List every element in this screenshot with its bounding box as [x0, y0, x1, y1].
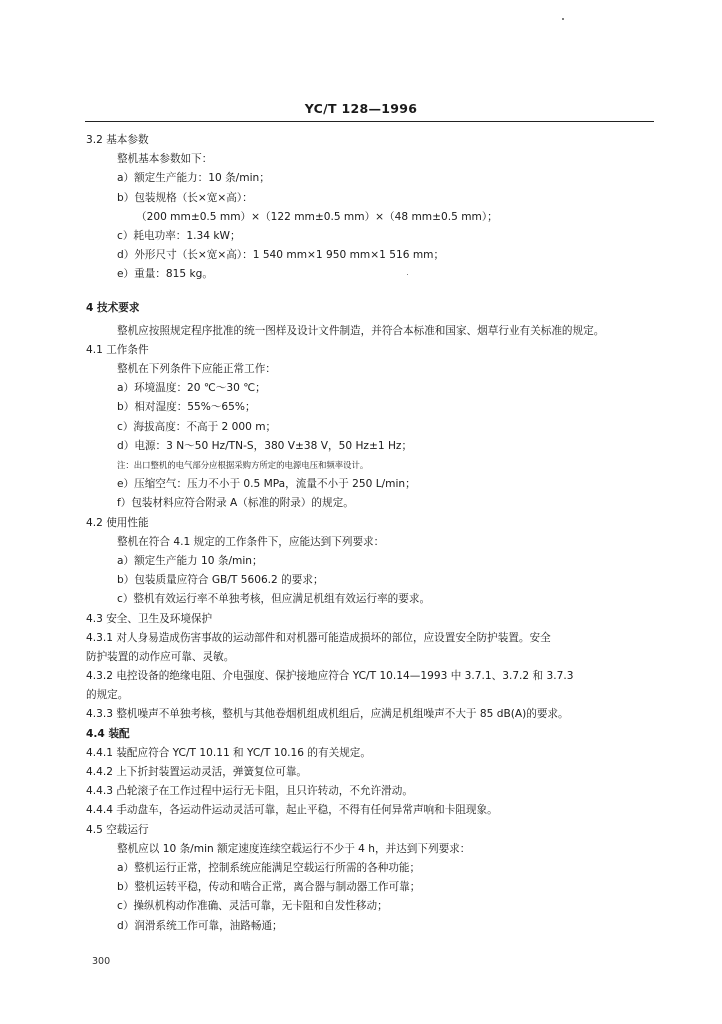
list-item: c）操纵机构动作准确、灵活可靠，无卡阻和自发性移动；: [117, 900, 388, 913]
clause-4-3-2-line-1: 4.3.2 电控设备的绝缘电阻、介电强度、保护接地应符合 YC/T 10.14—1993 中 3.7.1、3.7.2 和 3.7.3: [86, 670, 574, 683]
scan-speck: [562, 18, 564, 20]
clause-4-3-1-line-2: 防护装置的动作应可靠、灵敏。: [86, 650, 235, 663]
list-item: f）包装材料应符合附录 A（标准的附录）的规定。: [117, 497, 354, 510]
section-4-1-heading: 4.1 工作条件: [86, 343, 149, 356]
section-4-5-heading: 4.5 空载运行: [86, 823, 149, 836]
list-item: d）电源：3 N～50 Hz/TN-S，380 V±38 V，50 Hz±1 Hz；: [117, 439, 413, 452]
list-item: c）整机有效运行率不单独考核，但应满足机组有效运行率的要求。: [117, 593, 431, 606]
clause-4-3-1-line-1: 4.3.1 对人身易造成伤害事故的运动部件和对机器可能造成损坏的部位，应设置安全防护装置。安全: [86, 631, 551, 644]
clause-4-4-3: 4.4.3 凸轮滚子在工作过程中运行无卡阻，且只许转动，不允许滑动。: [86, 785, 413, 798]
page-number: 300: [92, 956, 111, 967]
clause-4-3-3: 4.3.3 整机噪声不单独考核，整机与其他卷烟机组成机组后，应满足机组噪声不大于 85 dB(A)的要求。: [86, 708, 569, 721]
clause-4-4-2: 4.4.2 上下折封装置运动灵活，弹簧复位可靠。: [86, 766, 308, 779]
list-item: （200 mm±0.5 mm）×（122 mm±0.5 mm）×（48 mm±0.5 mm）；: [136, 210, 498, 223]
section-4-5-intro: 整机应以 10 条/min 额定速度连续空载运行不少于 4 h，并达到下列要求：: [117, 842, 471, 855]
list-item: c）耗电功率：1.34 kW；: [117, 229, 241, 242]
list-item: b）包装规格（长×宽×高）：: [117, 191, 253, 204]
section-4-1-note: 注：出口整机的电气部分应根据采购方所定的电源电压和频率设计。: [117, 460, 369, 471]
header-divider: [85, 121, 654, 122]
list-item: b）包装质量应符合 GB/T 5606.2 的要求；: [117, 574, 324, 587]
list-item: d）外形尺寸（长×宽×高）：1 540 mm×1 950 mm×1 516 mm；: [117, 249, 445, 262]
list-item: b）整机运转平稳，传动和啮合正常，离合器与制动器工作可靠；: [117, 881, 421, 894]
list-item: c）海拔高度：不高于 2 000 m；: [117, 420, 277, 433]
section-4-2-intro: 整机在符合 4.1 规定的工作条件下，应能达到下列要求：: [117, 535, 385, 548]
list-item: a）环境温度：20 ℃～30 ℃；: [117, 382, 266, 395]
section-3-2-heading: 3.2 基本参数: [86, 134, 149, 146]
document-body: [86, 131, 658, 936]
section-4-4-heading: 4.4 装配: [86, 727, 130, 740]
section-3-2-intro: 整机基本参数如下：: [117, 153, 213, 166]
list-item: a）整机运行正常，控制系统应能满足空载运行所需的各种功能；: [117, 861, 421, 874]
list-item: b）相对湿度：55%～65%；: [117, 401, 256, 414]
section-4-heading: 4 技术要求: [86, 301, 140, 314]
section-4-2-heading: 4.2 使用性能: [86, 516, 149, 529]
standard-code-header: YC/T 128—1996: [304, 101, 418, 116]
section-4-3-heading: 4.3 安全、卫生及环境保护: [86, 612, 213, 625]
list-item: d）润滑系统工作可靠，油路畅通；: [117, 919, 283, 932]
section-4-1-intro: 整机在下列条件下应能正常工作：: [117, 363, 276, 376]
section-4-paragraph: 整机应按照规定程序批准的统一图样及设计文件制造，并符合本标准和国家、烟草行业有关标准的规定。: [117, 324, 605, 337]
clause-4-4-1: 4.4.1 装配应符合 YC/T 10.11 和 YC/T 10.16 的有关规定。: [86, 746, 371, 759]
list-item: a）额定生产能力：10 条/min；: [117, 172, 270, 185]
list-item: e）重量：815 kg。: [117, 268, 213, 281]
clause-4-4-4: 4.4.4 手动盘车，各运动件运动灵活可靠，起止平稳，不得有任何异常声响和卡阻现象。: [86, 804, 498, 817]
list-item: e）压缩空气：压力不小于 0.5 MPa，流量不小于 250 L/min；: [117, 478, 416, 491]
clause-4-3-2-line-2: 的规定。: [86, 689, 129, 702]
list-item: a）额定生产能力 10 条/min；: [117, 554, 263, 567]
